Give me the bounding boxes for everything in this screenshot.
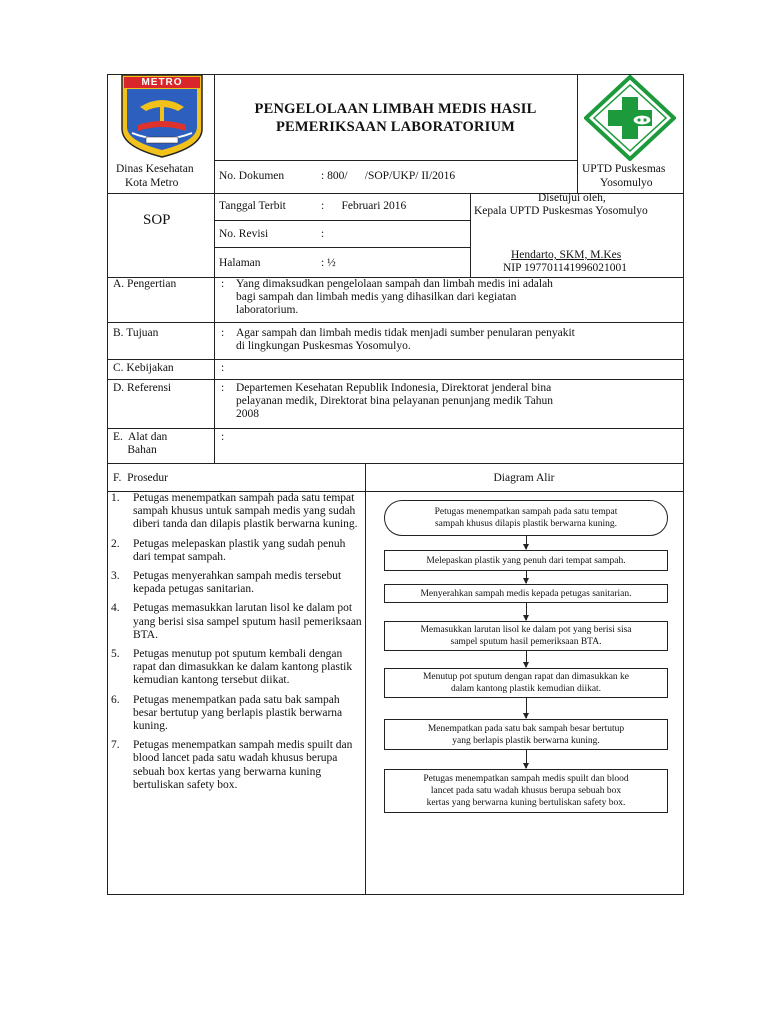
signer-nip: NIP 197701141996021001	[503, 262, 628, 274]
flow-step-6: Menempatkan pada satu bak sampah besar bertutup yang berlapis plastik berwarna kuning.	[384, 719, 668, 750]
halaman-label: Halaman	[219, 257, 261, 269]
flow-arrow	[526, 651, 527, 667]
referensi-text-3: 2008	[236, 408, 259, 420]
halaman-value: : ½	[321, 257, 336, 269]
tanggal-terbit-value: : Februari 2016	[321, 200, 407, 212]
right-org-line2: Yosomulyo	[600, 177, 653, 189]
right-org-line1: UPTD Puskesmas	[582, 163, 666, 175]
tanggal-terbit-label: Tanggal Terbit	[219, 200, 286, 212]
diagram-alir-label: Diagram Alir	[493, 472, 555, 484]
list-item: 5. Petugas menutup pot sputum kembali dengan rapat dan dimasukkan ke dalam kantong plastik kemudian kantong tersebut diikat.	[111, 648, 353, 687]
list-item: 4. Petugas memasukkan larutan lisol ke dalam pot yang berisi sisa sampel sputum hasil pemeriksaan BTA.	[111, 602, 362, 641]
referensi-text-2: pelayanan medik, Direktorat bina pelayanan penunjang medik Tahun	[236, 395, 554, 407]
list-item: 6. Petugas menempatkan pada satu bak sampah besar bertutup yang berlapis plastik berwarna kuning.	[111, 693, 343, 733]
tujuan-label: B. Tujuan	[113, 327, 159, 339]
alat-colon: :	[221, 431, 225, 443]
referensi-label: D. Referensi	[113, 382, 172, 394]
left-org-line2: Kota Metro	[125, 177, 179, 189]
flow-step-3: Menyerahkan sampah medis kepada petugas sanitarian.	[384, 584, 668, 603]
no-dokumen-label: No. Dokumen	[219, 170, 285, 182]
approval-line2: Kepala UPTD Puskesmas Yosomulyo	[474, 205, 648, 217]
list-item: 2. Petugas melepaskan plastik yang sudah penuh dari tempat sampah.	[111, 537, 346, 563]
alat-label-1: E. Alat dan	[113, 431, 168, 443]
sop-label: SOP	[143, 212, 171, 228]
kebijakan-label: C. Kebijakan	[113, 362, 174, 374]
tujuan-text-2: di lingkungan Puskesmas Yosomulyo.	[236, 340, 411, 352]
left-org-line1: Dinas Kesehatan	[116, 163, 194, 175]
approval-line1: Disetujui oleh,	[538, 192, 606, 204]
referensi-text-1: Departemen Kesehatan Republik Indonesia, Direktorat jenderal bina	[236, 382, 552, 394]
flow-arrow	[526, 536, 527, 549]
flow-arrow	[526, 603, 527, 620]
pengertian-text-3: laboratorium.	[236, 304, 299, 316]
no-dokumen-value: : 800/ /SOP/UKP/ II/2016	[321, 170, 456, 182]
pengertian-label: A. Pengertian	[113, 278, 177, 290]
puskesmas-logo	[584, 75, 676, 161]
tujuan-text-1: Agar sampah dan limbah medis tidak menjadi sumber penularan penyakit	[236, 327, 575, 339]
referensi-colon: :	[221, 382, 225, 394]
metro-logo	[118, 73, 206, 159]
prosedur-label: F. Prosedur	[113, 472, 168, 484]
no-revisi-label: No. Revisi	[219, 228, 269, 240]
pengertian-text-2: bagi sampah dan limbah medis yang dihasilkan dari kegiatan	[236, 291, 517, 303]
flow-step-5: Menutup pot sputum dengan rapat dan dimasukkan ke dalam kantong plastik kemudian diikat.	[384, 668, 668, 698]
flow-step-1: Petugas menempatkan sampah pada satu tempat sampah khusus dilapis plastik berwarna kuning.	[384, 500, 668, 536]
kebijakan-colon: :	[221, 362, 225, 374]
no-revisi-value: :	[321, 228, 325, 240]
flow-arrow	[526, 571, 527, 583]
document-title-line1: PENGELOLAAN LIMBAH MEDIS HASIL	[254, 101, 537, 117]
signer-name: Hendarto, SKM, M.Kes	[511, 249, 622, 261]
flow-step-4: Memasukkan larutan lisol ke dalam pot yang berisi sisa sampel sputum hasil pemeriksaan BTA.	[384, 621, 668, 651]
list-item: 1. Petugas menempatkan sampah pada satu tempat sampah khusus untuk sampah medis yang sudah diberi tanda dan dilapis plastik berwarna kuning.	[111, 492, 358, 531]
flow-step-2: Melepaskan plastik yang penuh dari tempat sampah.	[384, 550, 668, 571]
tujuan-colon: :	[221, 327, 225, 339]
procedure-steps	[111, 492, 366, 798]
flow-arrow	[526, 698, 527, 718]
list-item: 7. Petugas menempatkan sampah medis spuilt dan blood lancet pada satu wadah khusus berupa sebuah box kertas yang berwarna kuning bertuliskan safety box.	[111, 739, 353, 791]
flow-arrow	[526, 750, 527, 768]
pengertian-colon: :	[221, 278, 225, 290]
pengertian-text-1: Yang dimaksudkan pengelolaan sampah dan limbah medis ini adalah	[236, 278, 553, 290]
list-item: 3. Petugas menyerahkan sampah medis tersebut kepada petugas sanitarian.	[111, 570, 342, 596]
flow-step-7: Petugas menempatkan sampah medis spuilt dan blood lancet pada satu wadah khusus berupa sebuah box kertas yang berwarna kuning bertuliskan safety box.	[384, 769, 668, 813]
alat-label-2: Bahan	[113, 444, 157, 456]
document-title-line2: PEMERIKSAAN LABORATORIUM	[275, 119, 516, 135]
metro-logo-text: METRO	[141, 77, 183, 88]
